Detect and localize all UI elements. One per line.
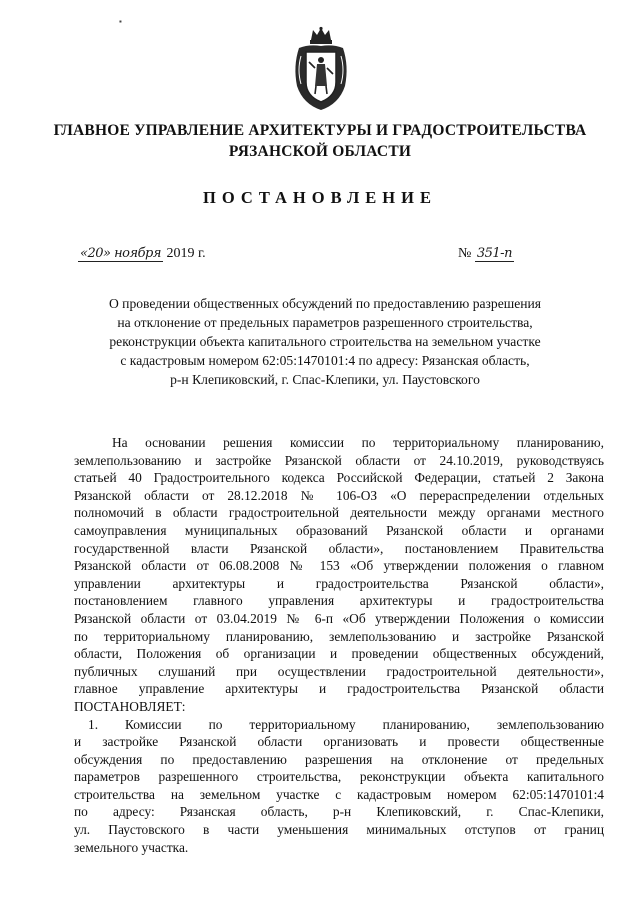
body-line: Рязанской области от 06.08.2008 № 153 «Об утверждении положения о главном	[74, 558, 604, 574]
body-line: Рязанской области от 03.04.2019 № 6-п «Об утверждении Положения о комиссии	[74, 610, 604, 626]
body-line: ПОСТАНОВЛЯЕТ:	[74, 698, 186, 714]
document-subject	[60, 294, 590, 389]
subject-line: реконструкции объекта капитального строительства на земельном участке	[109, 334, 541, 349]
body-line: Рязанской области от 28.12.2018 № 106-ОЗ «О перераспределении отдельных	[74, 487, 604, 503]
handwritten-date: «20» ноября	[80, 246, 161, 261]
document-body	[74, 434, 604, 856]
subject-line: с кадастровым номером 62:05:1470101:4 по адресу: Рязанская область,	[120, 353, 530, 368]
body-line: по территориальному планированию, землепользованию и застройке Рязанской	[74, 628, 604, 644]
body-line: области, Положения об организации и проведении общественных обсуждений,	[74, 646, 604, 662]
body-line: На основании решения комиссии по территориальному планированию,	[112, 435, 604, 450]
body-line: и застройке Рязанской области организовать и провести общественные	[74, 734, 604, 750]
body-line: строительства на земельном участке с кадастровым номером 62:05:1470101:4	[74, 786, 604, 802]
subject-line: О проведении общественных обсуждений по предоставлению разрешения	[108, 296, 542, 311]
body-line: государственной власти Рязанской области», постановлением Правительства	[74, 540, 604, 556]
body-line: статьей 40 Градостроительного кодекса Российской Федерации, статьей 2 Закона	[74, 470, 604, 486]
date-year: 2019 г.	[166, 246, 206, 261]
document-date	[78, 246, 206, 262]
organization-name-line2: РЯЗАНСКОЙ ОБЛАСТИ	[228, 143, 412, 160]
body-line: самоуправления муниципальных образований Рязанской области и органами	[74, 522, 604, 538]
handwritten-number: 351-п	[476, 246, 512, 261]
body-line: главное управление архитектуры и градостроительства Рязанской области	[74, 681, 604, 697]
document-number	[458, 246, 514, 262]
subject-line: на отклонение от предельных параметров разрешенного строительства,	[117, 315, 533, 330]
body-line: постановлением главного управления архитектуры и градостроительства	[74, 593, 604, 609]
body-line: 1. Комиссии по территориальному планированию, землепользованию	[88, 716, 604, 732]
document-type-title: ПОСТАНОВЛЕНИЕ	[203, 188, 437, 207]
body-line: управлении архитектуры и градостроительства Рязанской области»,	[74, 575, 604, 591]
body-line: публичных слушаний при осуществлении градостроительной деятельности»,	[74, 663, 604, 679]
body-line: по адресу: Рязанская область, р-н Клепиковский, г. Спас-Клепики,	[74, 804, 604, 820]
body-line: землепользованию и застройке Рязанской области от 24.10.2019, руководствуясь	[74, 452, 604, 468]
body-line: ул. Паустовского в части уменьшения минимальных отступов от границ	[74, 822, 604, 838]
scan-artifact: ▪	[119, 17, 122, 26]
body-line: земельного участка.	[74, 839, 189, 855]
body-line: обсуждения по предоставлению разрешения на отклонение от предельных	[74, 751, 604, 767]
subject-line: р-н Клепиковский, г. Спас-Клепики, ул. Паустовского	[170, 372, 480, 387]
number-sign: №	[458, 246, 472, 261]
ryazan-coat-of-arms-icon	[289, 26, 353, 112]
body-line: параметров разрешенного строительства, реконструкции объекта капитального	[74, 769, 604, 785]
body-line: полномочий в области градостроительной деятельности между органами местного	[74, 505, 604, 521]
organization-name-line1: ГЛАВНОЕ УПРАВЛЕНИЕ АРХИТЕКТУРЫ И ГРАДОСТРОИТЕЛЬСТВА	[53, 122, 587, 139]
